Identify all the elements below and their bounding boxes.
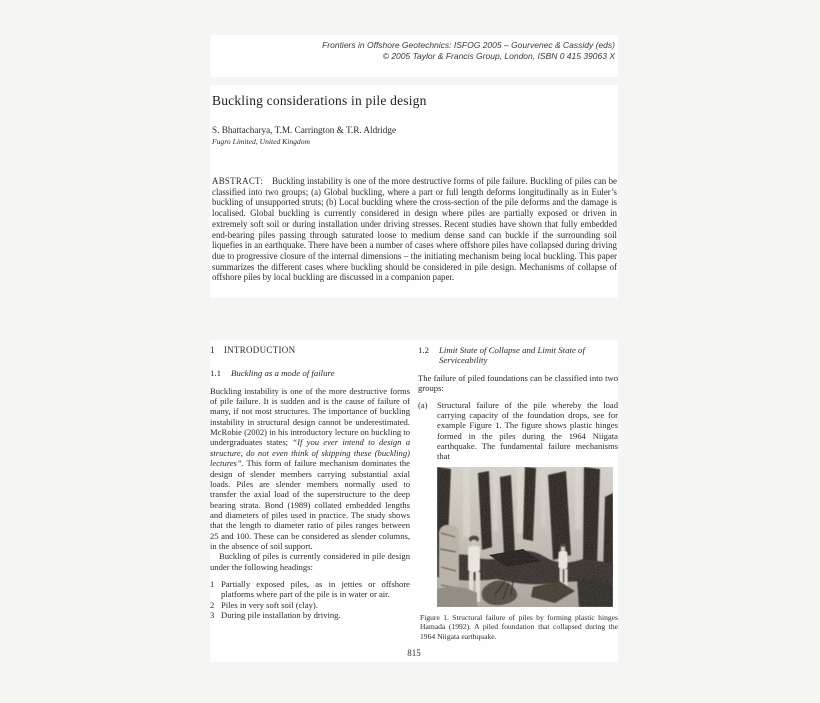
headings-list	[210, 579, 410, 620]
page-title: Buckling considerations in pile design	[212, 93, 427, 108]
figure1-caption: Figure 1. Structural failure of piles by forming plastic hinges Hamada (1992). A piled foundation that collapsed during the 1964 Niigata earthquake.	[420, 612, 618, 641]
quoted-text: “If you ever intend to design a structure, do not even think of skipping these (buckling) lectures”	[210, 437, 411, 469]
figure-1	[420, 467, 618, 642]
list-item-number: 1	[210, 578, 215, 589]
list-item	[210, 610, 410, 620]
list-item-text: Piles in very soft soil (clay).	[221, 599, 318, 610]
right-column	[418, 345, 618, 641]
body-columns-block	[210, 340, 618, 662]
abstract-label: ABSTRACT:	[212, 176, 264, 186]
classification-paragraph: The failure of piled foundations can be classified into two groups:	[418, 372, 618, 394]
item-a	[418, 400, 618, 462]
intro-paragraph-2: Buckling of piles is currently considered in pile design under the following headings:	[210, 551, 410, 572]
list-item	[210, 600, 410, 610]
list-item-number: 2	[210, 599, 215, 610]
list-item-text: During pile installation by driving.	[221, 609, 341, 620]
list-item-text: Partially exposed piles, as in jetties or offshore platforms where part of the pile is in water or air.	[221, 578, 410, 600]
intro-paragraph-1	[210, 386, 410, 552]
subsection-number: 1.1	[210, 368, 221, 379]
section-heading-introduction	[210, 345, 410, 355]
subsection-heading-1-2	[418, 345, 618, 366]
section-title: INTRODUCTION	[223, 345, 296, 355]
subsection-number: 1.2	[418, 345, 429, 355]
abstract-text: Buckling instability is one of the more destructive forms of pile failure. Buckling of piles can be classified into two groups; (a) Global buckling, where a part or full length deforms longitudinally as in Euler’s buckling of unsupported struts; (b) Local buckling where the cross-section of the pile deforms and the damage is localised. Global buckling is currently considered in design where piles are partially exposed or driven in extremely soft soil or during installation under driving stresses. Recent studies have shown that fully embedded end-bearing piles passing through saturated loose to medium dense sand can buckle if the surrounding soil liquefies in an earthquake. There have been a number of cases where offshore piles have collapsed during driving due to progressive closure of the internal dimensions – the initiating mechanism being local buckling. This paper summarizes the different cases where buckling should be considered in pile design. Mechanisms of collapse of offshore piles by local buckling are discussed in a companion paper.	[212, 176, 617, 283]
paragraph-text: . This form of failure mechanism dominates the design of slender members carrying substantial axial loads. Piles are slender members normally used to transfer the axial load of the superstructure to the deep bearing strata. Bond (1989) collated embedded lengths and diameters of piles used in practice. The study shows that the length to diameter ratio of piles ranges between 25 and 100. These can be considered as slender columns, in the absence of soil support.	[210, 458, 410, 551]
section-number: 1	[210, 345, 215, 355]
item-a-label: (a)	[418, 399, 428, 410]
running-head-line1: Frontiers in Offshore Geotechnics: ISFOG 2005 – Gourvenec & Cassidy (eds)	[322, 40, 615, 50]
list-item	[210, 579, 410, 600]
title-abstract-block	[210, 85, 618, 298]
subsection-heading-1-1	[210, 368, 410, 378]
list-item-number: 3	[210, 609, 215, 620]
page-number: 815	[407, 648, 421, 658]
left-column	[210, 345, 410, 641]
subsection-title: Limit State of Collapse and Limit State of Serviceability	[439, 345, 585, 366]
authors-line: S. Bhattacharya, T.M. Carrington & T.R. Aldridge	[212, 125, 397, 135]
running-head-line2: © 2005 Taylor & Francis Group, London, ISBN 0 415 39063 X	[382, 50, 615, 61]
running-head-block	[210, 35, 618, 77]
paragraph-text: Buckling instability is one of the more destructive forms of pile failure. It is sudden and is the cause of failure of many, if not most structures. The importance of buckling instability in structural design cannot be underestimated. McRobie (2002) in his introductory lecture on buckling to undergraduates states;	[210, 385, 411, 448]
figure1-photo	[437, 467, 613, 607]
affiliation-line: Fugro Limited, United Kingdom	[212, 137, 311, 146]
abstract-paragraph	[212, 176, 617, 283]
item-a-text: Structural failure of the pile whereby the load carrying capacity of the foundation drops, see for example Figure 1. The figure shows plastic hinges formed in the piles during the 1964 Niigata earthquake. The fundamental failure mechanisms that	[437, 399, 618, 462]
subsection-title: Buckling as a mode of failure	[231, 368, 335, 379]
